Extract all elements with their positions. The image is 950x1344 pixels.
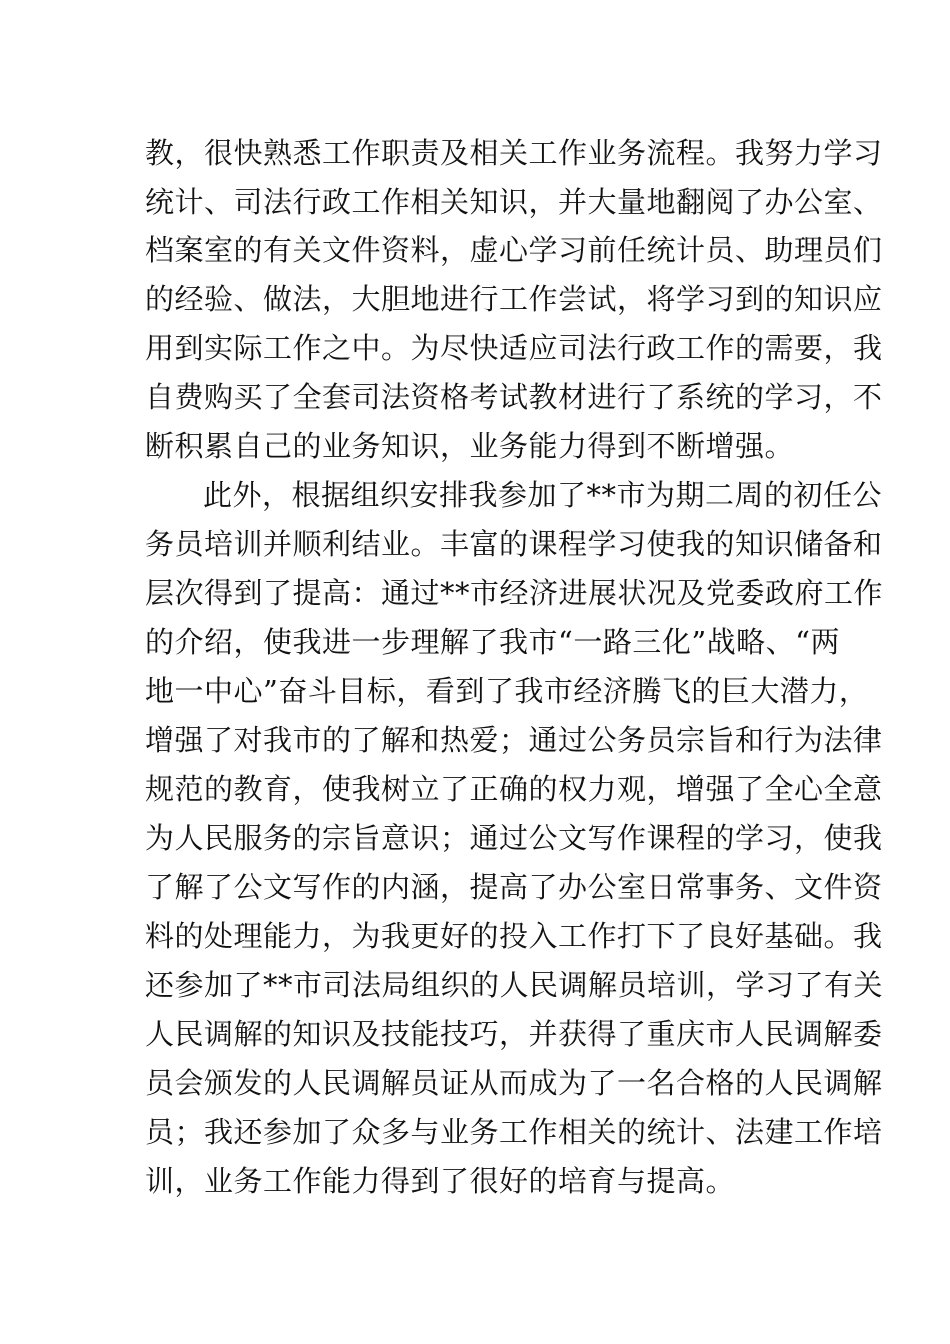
text-line: 地一中心”奋斗目标，看到了我市经济腾飞的巨大潜力， (145, 674, 869, 708)
text-line: 还参加了**市司法局组织的人民调解员培训，学习了有关 (145, 968, 884, 1002)
text-line: 员会颁发的人民调解员证从而成为了一名合格的人民调解 (145, 1066, 883, 1100)
text-line: 自费购买了全套司法资格考试教材进行了系统的学习，不 (145, 380, 883, 414)
text-line: 务员培训并顺利结业。丰富的课程学习使我的知识储备和 (145, 527, 883, 561)
text-line: 档案室的有关文件资料，虚心学习前任统计员、助理员们 (145, 233, 883, 267)
text-line: 员；我还参加了众多与业务工作相关的统计、法建工作培 (145, 1115, 883, 1149)
text-line: 增强了对我市的了解和热爱；通过公务员宗旨和行为法律 (145, 723, 883, 757)
text-line: 规范的教育，使我树立了正确的权力观，增强了全心全意 (145, 772, 883, 806)
text-line: 的经验、做法，大胆地进行工作尝试，将学习到的知识应 (145, 282, 883, 316)
text-line: 训，业务工作能力得到了很好的培育与提高。 (145, 1164, 736, 1198)
text-line: 层次得到了提高：通过**市经济进展状况及党委政府工作 (145, 576, 884, 610)
text-line: 料的处理能力，为我更好的投入工作打下了良好基础。我 (145, 919, 883, 953)
text-line: 的介绍，使我进一步理解了我市“一路三化”战略、“两 (145, 625, 840, 659)
text-line: 用到实际工作之中。为尽快适应司法行政工作的需要，我 (145, 331, 883, 365)
paragraph-first-line: 此外，根据组织安排我参加了**市为期二周的初任公 (203, 478, 883, 512)
text-line: 统计、司法行政工作相关知识，并大量地翻阅了办公室、 (145, 185, 883, 219)
text-line: 为人民服务的宗旨意识；通过公文写作课程的学习，使我 (145, 821, 883, 855)
text-line: 人民调解的知识及技能技巧，并获得了重庆市人民调解委 (145, 1017, 883, 1051)
text-line: 了解了公文写作的内涵，提高了办公室日常事务、文件资 (145, 870, 883, 904)
text-line: 教，很快熟悉工作职责及相关工作业务流程。我努力学习 (145, 136, 883, 170)
text-line: 断积累自己的业务知识，业务能力得到不断增强。 (145, 429, 795, 463)
